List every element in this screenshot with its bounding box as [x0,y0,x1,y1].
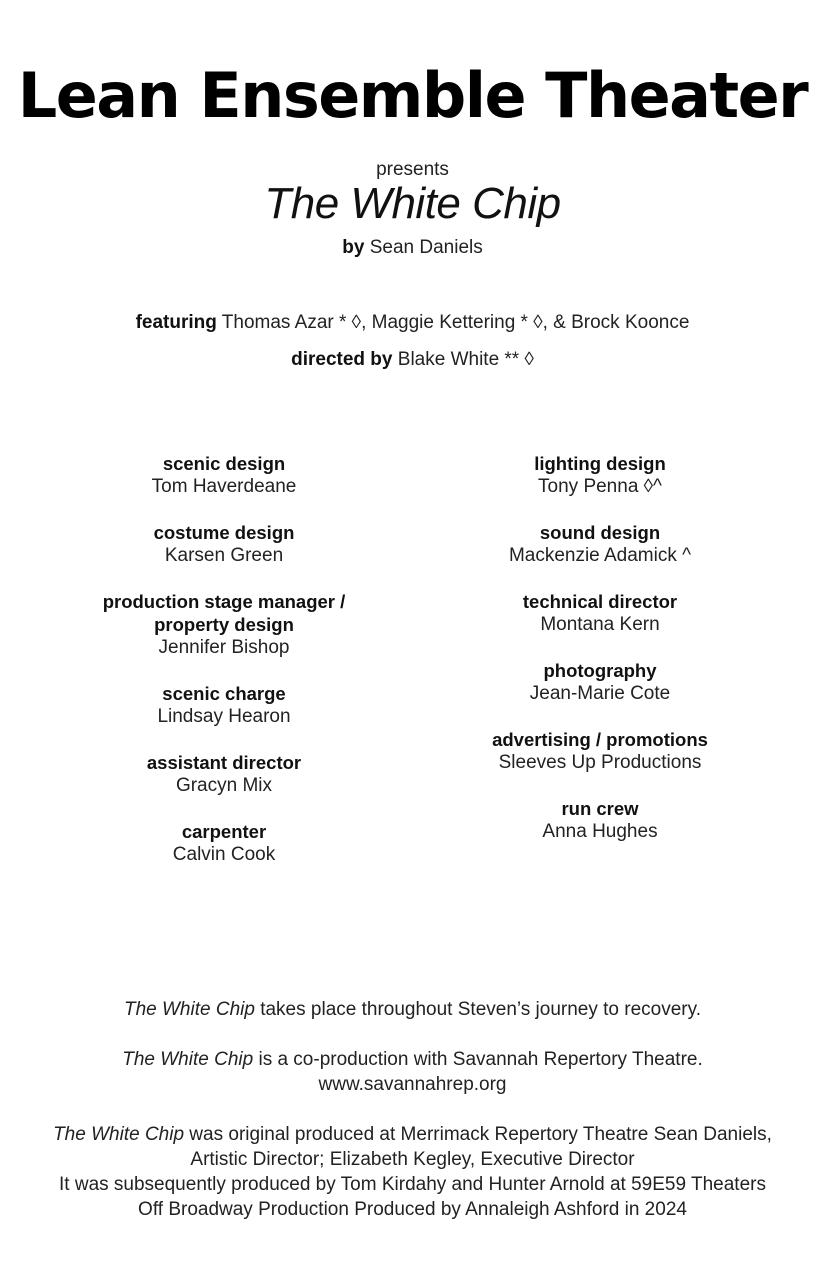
credit-name: Sleeves Up Productions [498,752,702,773]
note-history-line2: Artistic Director; Elizabeth Kegley, Executive Director [190,1149,635,1170]
production-notes [20,997,805,1222]
by-label: by [342,237,365,258]
credit-name: Calvin Cook [172,844,276,865]
note-coproduction [20,1047,805,1072]
credit-role: carpenter [181,821,267,842]
credit-item [76,751,372,797]
credit-item [452,797,748,843]
note-history [20,1122,805,1147]
note-history-line3: It was subsequently produced by Tom Kirdahy and Hunter Arnold at 59E59 Theaters [59,1174,766,1195]
credit-name: Anna Hughes [542,821,658,842]
playwright-name: Sean Daniels [369,237,483,258]
credit-item [76,452,372,498]
note-text: is a co-production with Savannah Repertory Theatre. [253,1049,703,1070]
credit-role: production stage manager / property design [102,591,346,635]
credit-role: lighting design [534,453,666,474]
credit-item [452,728,748,774]
directed-line [0,348,825,372]
note-setting [20,997,805,1022]
play-title: The White Chip [264,179,561,228]
credit-name: Gracyn Mix [175,775,273,796]
presents-label: presents [376,159,449,180]
credit-name: Jean-Marie Cote [529,683,671,704]
credit-item [76,820,372,866]
featuring-names: Thomas Azar * ◊, Maggie Kettering * ◊, & Brock Koonce [221,312,690,333]
credit-role: technical director [522,591,678,612]
credits-left-column [76,452,372,889]
note-text: takes place throughout Steven’s journey to recovery. [254,999,701,1020]
director-name: Blake White ** ◊ [397,349,534,370]
credit-item [452,521,748,567]
byline [0,236,825,260]
credit-name: Tony Penna ◊^ [538,476,662,497]
credit-name: Mackenzie Adamick ^ [508,545,692,566]
credit-item [76,521,372,567]
credit-item [452,452,748,498]
credit-role: assistant director [146,752,302,773]
note-text: was original produced at Merrimack Repertory Theatre Sean Daniels, [184,1124,772,1145]
credit-role: sound design [539,522,661,543]
credits-right-column [452,452,748,866]
note-title: The White Chip [53,1124,185,1145]
credit-role: costume design [153,522,295,543]
credit-role: advertising / promotions [492,729,708,750]
credit-role: scenic charge [162,683,286,704]
credit-item [452,659,748,705]
featuring-line [0,311,825,335]
note-title: The White Chip [123,999,255,1020]
credit-name: Karsen Green [164,545,284,566]
note-history-line4: Off Broadway Production Produced by Annaleigh Ashford in 2024 [138,1199,687,1220]
credit-name: Tom Haverdeane [151,476,297,497]
note-title: The White Chip [122,1049,254,1070]
credit-name: Lindsay Hearon [157,706,291,727]
credit-role: run crew [561,798,639,819]
credit-name: Jennifer Bishop [158,637,290,658]
company-name: Lean Ensemble Theater [17,59,808,132]
credit-role: scenic design [162,453,286,474]
credit-item [76,682,372,728]
website-url: www.savannahrep.org [318,1074,507,1095]
credit-role: photography [543,660,657,681]
credit-name: Montana Kern [540,614,660,635]
featuring-label: featuring [135,312,217,333]
credit-item [76,590,372,659]
credit-item [452,590,748,636]
directed-label: directed by [291,349,393,370]
